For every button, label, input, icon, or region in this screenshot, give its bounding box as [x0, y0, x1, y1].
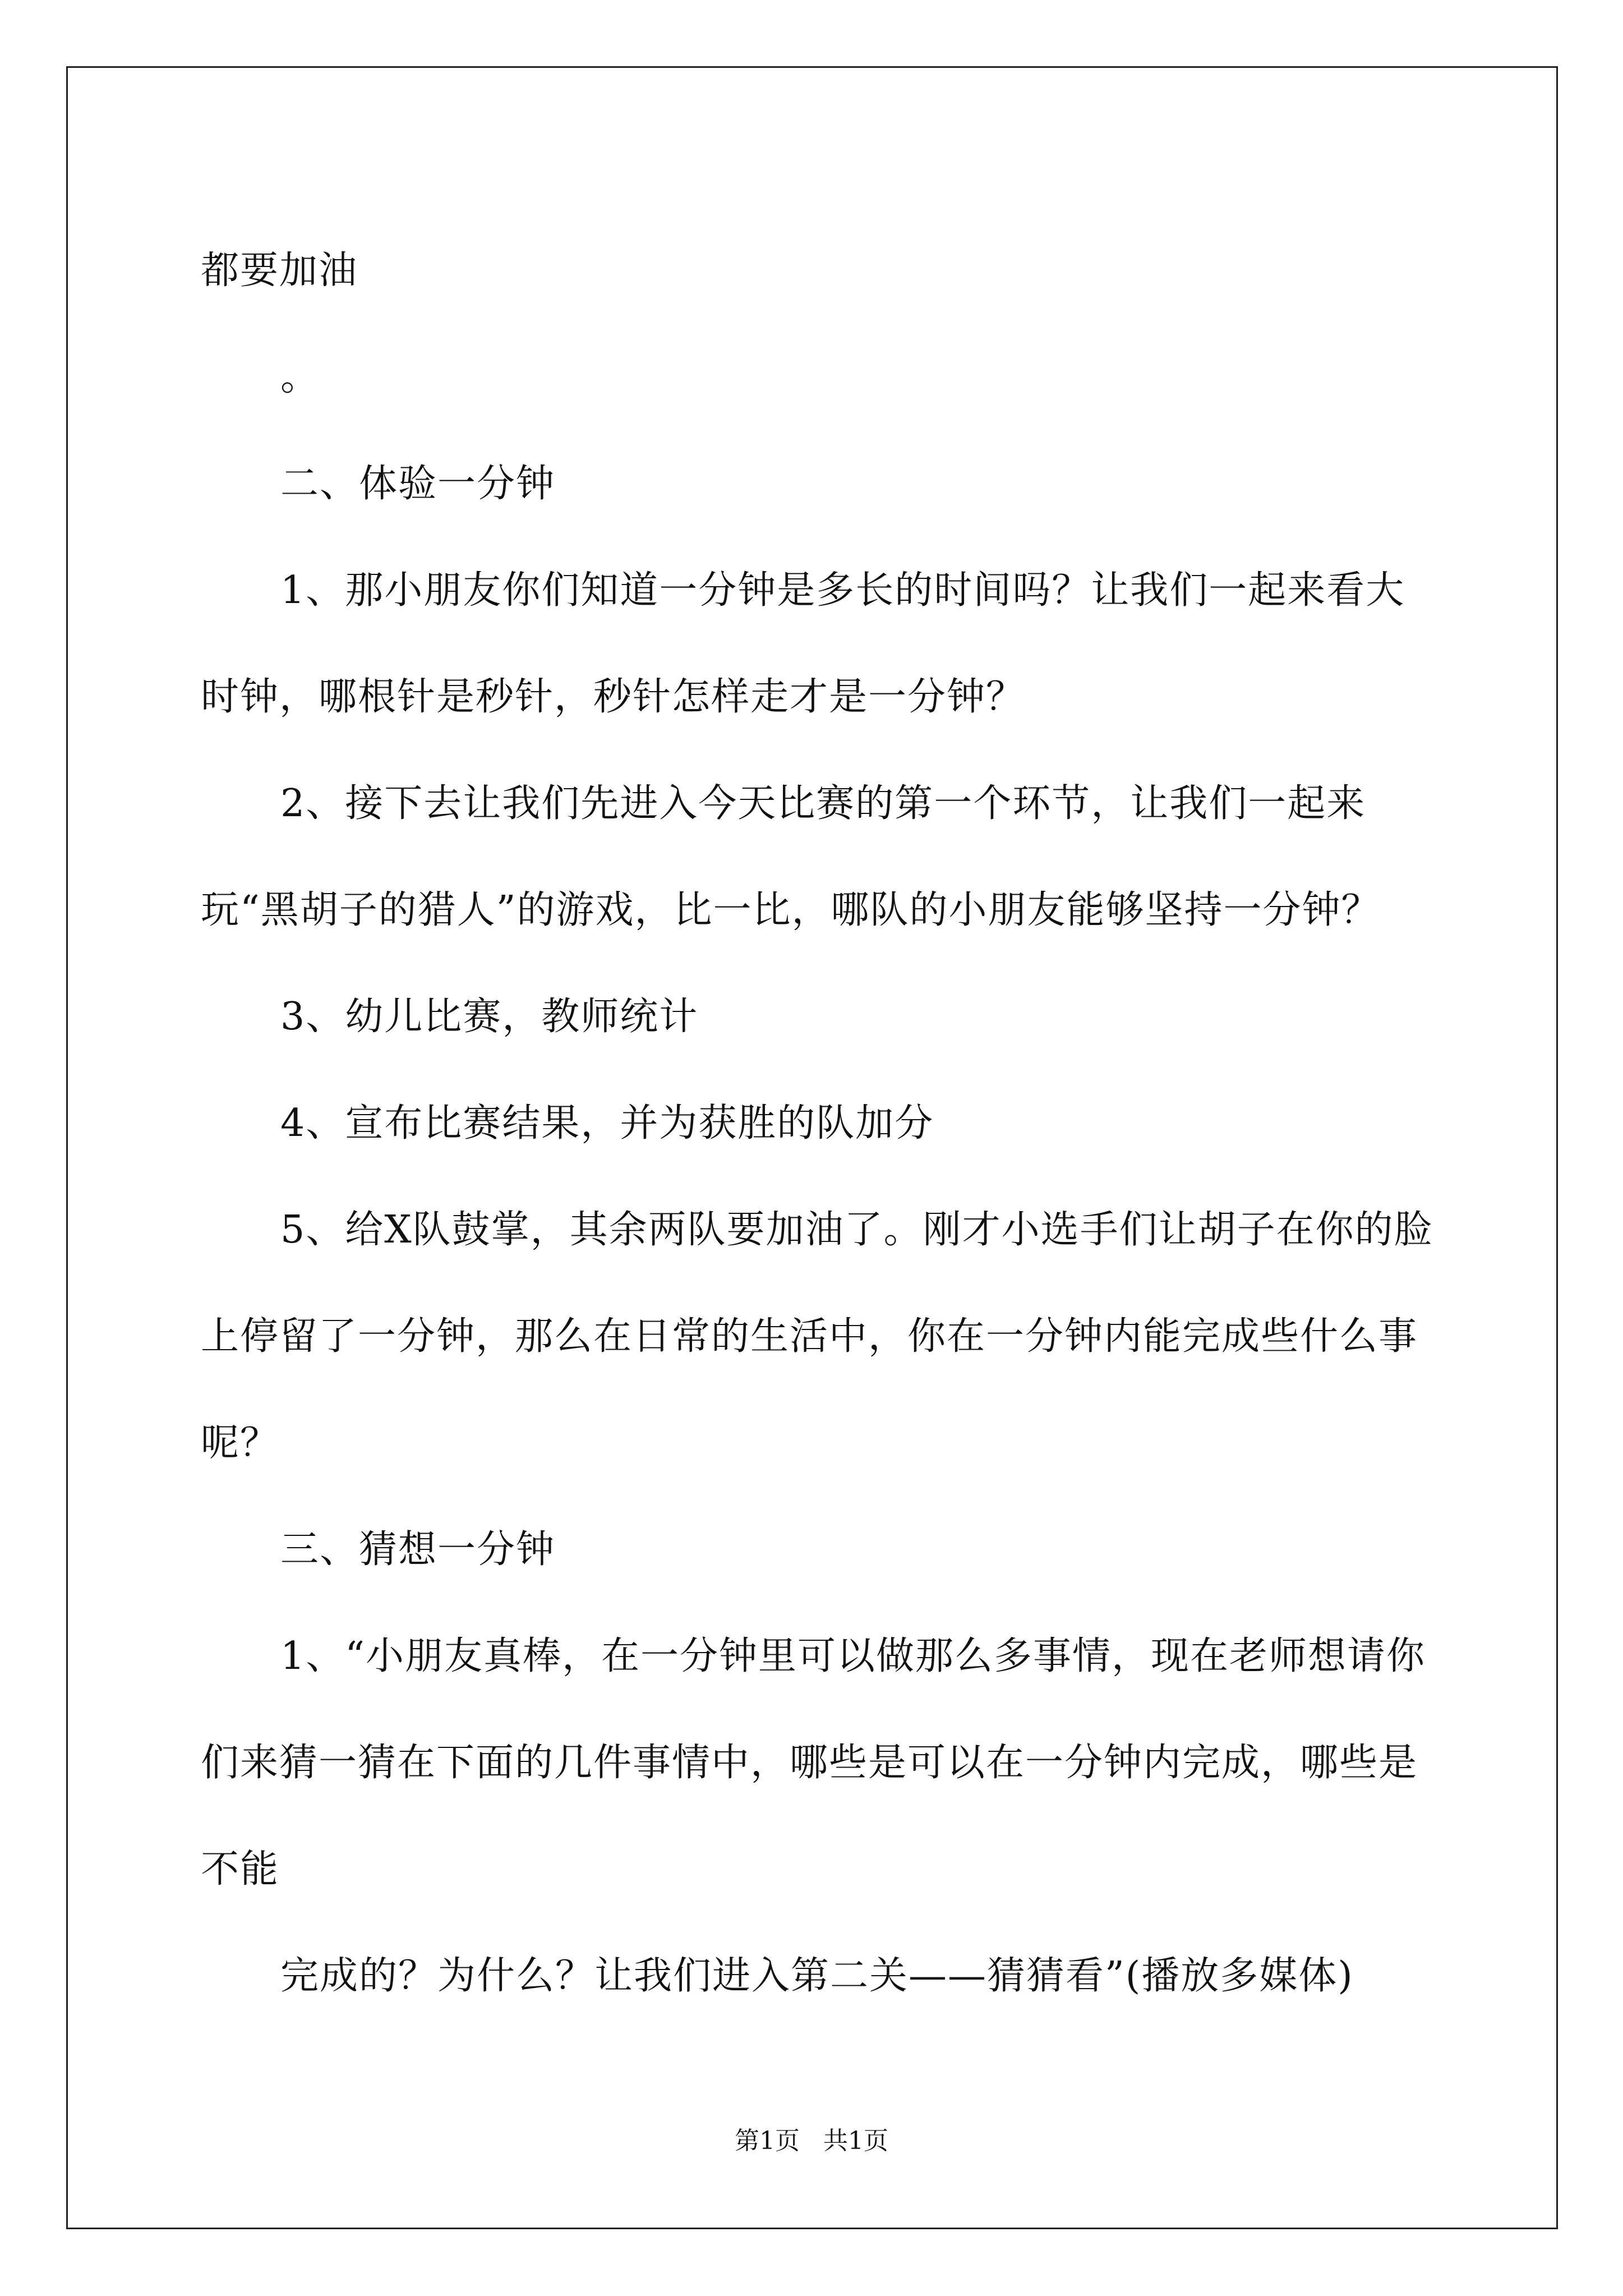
- paragraph-item-1: 1、那小朋友你们知道一分钟是多长的时间吗？让我们一起来看大时钟，哪根针是秒针，秒针怎样走才是一分钟？: [201, 568, 1405, 719]
- document-body: [201, 218, 1435, 2030]
- paragraph-item-5: 5、给X队鼓掌，其余两队要加油了。刚才小选手们让胡子在你的脸上停留了一分钟，那么在日常的生活中，你在一分钟内能完成些什么事呢？: [201, 1208, 1433, 1465]
- paragraph-guess-item-1: 1、“小朋友真棒，在一分钟里可以做那么多事情，现在老师想请你们来猜一猜在下面的几件事情中，哪些是可以在一分钟内完成，哪些是不能: [201, 1634, 1426, 1892]
- paragraph-item-3: 3、幼儿比赛，教师统计: [280, 995, 699, 1039]
- section-heading-experience: 二、体验一分钟: [280, 462, 556, 506]
- paragraph-item-2: 2、接下去让我们先进入今天比赛的第一个环节，让我们一起来玩“黑胡子的猎人”的游戏，比一比，哪队的小朋友能够坚持一分钟？: [201, 781, 1381, 932]
- paragraph-item-4: 4、宣布比赛结果，并为获胜的队加分: [280, 1101, 934, 1145]
- paragraph-continuation: 都要加油: [201, 249, 358, 293]
- paragraph-guess-continuation: 完成的？为什么？让我们进入第二关——猜猜看”(播放多媒体): [280, 1954, 1354, 1998]
- paragraph-period: 。: [280, 355, 320, 399]
- page-number-footer: 第1页 共1页: [735, 2127, 888, 2155]
- section-heading-guess: 三、猜想一分钟: [280, 1527, 556, 1572]
